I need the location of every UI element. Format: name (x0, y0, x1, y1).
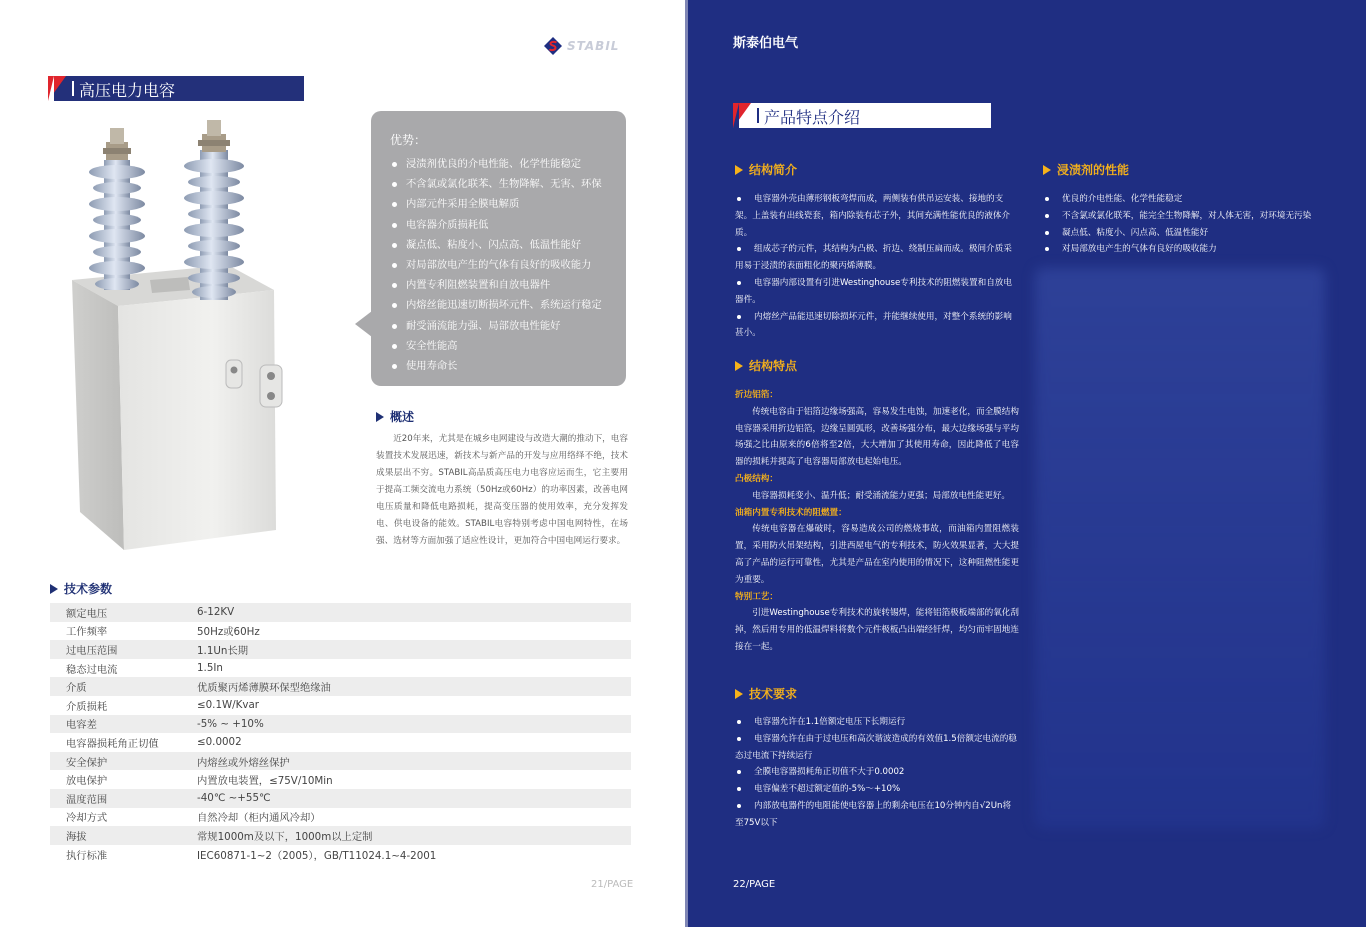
impregnant-heading-text: 浸渍剂的性能 (1057, 163, 1130, 177)
spec-value: 常规1000m及以下，1000m以上定制 (197, 830, 373, 843)
triangle-bullet-icon (376, 412, 384, 422)
background-photo (1035, 268, 1325, 828)
list-item: 优良的介电性能、化学性能稳定 (1043, 191, 1343, 208)
overview-text: 近20年来，尤其是在城乡电网建设与改造大潮的推动下，电容装置技术发展迅速，新技术与新产品的开发与应用络绎不绝，技术成果层出不穷。STABIL高品质高压电力电容应运而生，它主要用于提高工频交流电力系统（50Hz或60Hz）的功率因素，改善电网电压质量和降低电路损耗，提高变压器的使用效率，充分发挥发电、供电设备的能效。STABIL电容特别考虑中国电网特性，在场强、选材等方面加强了适应性设计，更加符合中国电网运行要求。 (376, 434, 628, 546)
triangle-bullet-icon (1043, 165, 1051, 175)
list-item: 使用寿命长 (391, 356, 602, 376)
page-title-bar (48, 76, 304, 101)
page-fold-edge (685, 0, 688, 927)
brand-logo (543, 36, 619, 56)
table-row (50, 808, 631, 827)
list-item: 内熔丝能迅速切断损坏元件、系统运行稳定 (391, 295, 602, 315)
structure-intro-list (735, 191, 1019, 342)
page-number-left: 21/PAGE (591, 879, 634, 890)
impregnant-heading (1043, 161, 1129, 178)
triangle-bullet-icon (50, 584, 58, 594)
list-item: 电容器内部设置有引进Westinghouse专利技术的阻燃装置和自放电器件。 (735, 275, 1019, 309)
feature-text: 引进Westinghouse专利技术的旋转锡焊，能将铝箔极板端部的氧化刮掉，然后用专用的低温焊料将数个元件极板凸出端经钎焊，均匀而牢固地连接在一起。 (735, 608, 1019, 652)
feature-subheading: 油箱内置专利技术的阻燃置： (735, 507, 847, 518)
advantages-box (371, 111, 626, 386)
impregnant-list (1043, 191, 1343, 258)
spec-key: 介质 (66, 682, 87, 695)
features-heading-text: 结构特点 (749, 359, 798, 373)
table-row (50, 752, 631, 771)
right-page (685, 0, 1366, 927)
overview-heading-text: 概述 (390, 410, 415, 424)
feature-text: 电容器损耗变小、温升低；耐受涌流能力更强；局部放电性能更好。 (752, 490, 1011, 501)
spec-key: 电容器损耗角正切值 (66, 737, 159, 750)
list-item: 电容器介质损耗低 (391, 215, 602, 235)
table-row (50, 826, 631, 845)
tech-requirements-list (735, 714, 1019, 832)
list-item: 凝点低、粘度小、闪点高、低温性能好 (1043, 225, 1343, 242)
list-item: 全膜电容器损耗角正切值不大于0.0002 (735, 764, 1019, 781)
list-item: 内部元件采用全膜电解质 (391, 194, 602, 214)
spec-key: 海拔 (66, 830, 87, 843)
spec-value: 内熔丝或外熔丝保护 (197, 756, 290, 769)
list-item: 凝点低、粘度小、闪点高、低温性能好 (391, 235, 602, 255)
stabil-logo-icon (543, 36, 563, 56)
advantages-list (391, 154, 602, 376)
spec-value: 优质聚丙烯薄膜环保型绝缘油 (197, 682, 331, 695)
spec-value: ≤0.1W/Kvar (197, 699, 260, 712)
spec-key: 放电保护 (66, 775, 108, 788)
specs-heading-text: 技术参数 (64, 582, 113, 596)
table-row (50, 733, 631, 752)
table-row (50, 622, 631, 641)
callout-pointer (355, 311, 372, 337)
spec-value: 1.1Un长期 (197, 644, 249, 657)
structure-intro-heading-text: 结构简介 (749, 163, 798, 177)
company-name: 斯泰伯电气 (733, 36, 799, 51)
list-item: 对局部放电产生的气体有良好的吸收能力 (391, 255, 602, 275)
overview-heading (376, 408, 414, 425)
list-item: 耐受涌流能力强、局部放电性能好 (391, 316, 602, 336)
list-item: 不含氯或氯化联苯、生物降解、无害、环保 (391, 174, 602, 194)
triangle-bullet-icon (735, 689, 743, 699)
table-row (50, 640, 631, 659)
feature-text: 传统电容由于铝箔边缘场强高，容易发生电蚀，加速老化，而全膜结构电容器采用折边铝箔，边缘呈圆弧形，改善场强分布，最大边缘场强与平均场强之比由原来的6倍将至2倍，大大增加了其使用寿命，因此降低了电容器的损耗并提高了电容器局部放电起始电压。 (735, 406, 1019, 468)
spec-value: -40℃ ~+55℃ (197, 792, 271, 805)
table-row (50, 770, 631, 789)
table-row (50, 789, 631, 808)
table-row (50, 677, 631, 696)
table-row (50, 603, 631, 622)
spec-key: 过电压范围 (66, 644, 118, 657)
triangle-bullet-icon (735, 165, 743, 175)
spec-key: 冷却方式 (66, 812, 108, 825)
spec-key: 介质损耗 (66, 700, 108, 713)
list-item: 内熔丝产品能迅速切除损坏元件，并能继续使用，对整个系统的影响甚小。 (735, 309, 1019, 343)
spec-key: 稳态过电流 (66, 663, 118, 676)
list-item: 内部放电器件的电阻能使电容器上的剩余电压在10分钟内自√2Un将至75V以下 (735, 798, 1019, 832)
table-row (50, 715, 631, 734)
spec-key: 工作频率 (66, 626, 108, 639)
spec-key: 额定电压 (66, 607, 108, 620)
section-title-bar (733, 103, 991, 128)
spec-key: 温度范围 (66, 793, 108, 806)
feature-text: 传统电容器在爆破时，容易造成公司的燃烧事故，而油箱内置阻燃装置，采用防火吊架结构，引进西屋电气的专利技术，防火效果显著，大大提高了产品的运行可靠性，尤其是产品在室内使用的情况下，这种阻燃性能更为重要。 (735, 524, 1019, 585)
spec-value: ≤0.0002 (197, 736, 242, 749)
list-item: 浸渍剂优良的介电性能、化学性能稳定 (391, 154, 602, 174)
brand-name: STABIL (567, 39, 620, 53)
page-title: 高压电力电容 (79, 81, 176, 100)
capacitor-product-image (58, 120, 288, 560)
table-row (50, 845, 631, 864)
list-item: 电容器外壳由薄形钢板弯焊而成，两侧装有供吊运安装、接地的支架。上盖装有出线瓷套，箱内除装有芯子外，其间充满性能优良的液体介质。 (735, 191, 1019, 241)
list-item: 对局部放电产生的气体有良好的吸收能力 (1043, 241, 1343, 258)
list-item: 电容器允许在由于过电压和高次谐波造成的有效值1.5倍额定电流的稳态过电流下持续运行 (735, 731, 1019, 765)
spec-key: 执行标准 (66, 849, 108, 862)
spec-value: 50Hz或60Hz (197, 626, 260, 639)
advantages-heading: 优势： (390, 133, 427, 147)
spec-key: 电容差 (66, 719, 97, 732)
page-number-right: 22/PAGE (733, 879, 776, 890)
list-item: 电容偏差不超过额定值的-5%～+10% (735, 781, 1019, 798)
tech-requirements-heading (735, 685, 797, 702)
tech-requirements-heading-text: 技术要求 (749, 687, 798, 701)
list-item: 电容器允许在1.1倍额定电压下长期运行 (735, 714, 1019, 731)
feature-subheading: 特别工艺： (735, 591, 778, 602)
spec-value: 6-12KV (197, 606, 235, 619)
spec-value: 1.5In (197, 662, 223, 675)
features-block (735, 387, 1019, 656)
structure-intro-heading (735, 161, 797, 178)
list-item: 组成芯子的元件，其结构为凸极、折边、绕制压扁而成。极间介质采用易于浸渍的表面粗化的聚丙烯薄膜。 (735, 241, 1019, 275)
spec-value: IEC60871-1~2（2005），GB/T11024.1~4-2001 (197, 849, 437, 862)
spec-key: 安全保护 (66, 756, 108, 769)
specs-table (50, 603, 631, 863)
feature-subheading: 折边铝箔： (735, 390, 778, 400)
triangle-bullet-icon (735, 361, 743, 371)
table-row (50, 659, 631, 678)
features-heading (735, 357, 797, 374)
feature-subheading: 凸极结构： (735, 473, 778, 484)
table-row (50, 696, 631, 715)
spec-value: 自然冷却（柜内通风冷却） (197, 812, 321, 825)
spec-value: 内置放电装置，≤75V/10Min (197, 775, 333, 788)
specs-heading (50, 580, 112, 597)
list-item: 安全性能高 (391, 336, 602, 356)
spec-value: -5% ~ +10% (197, 717, 264, 730)
section-title: 产品特点介绍 (764, 108, 861, 127)
list-item: 内置专利阻燃装置和自放电器件 (391, 275, 602, 295)
list-item: 不含氯或氯化联苯，能完全生物降解，对人体无害，对环境无污染 (1043, 208, 1343, 225)
